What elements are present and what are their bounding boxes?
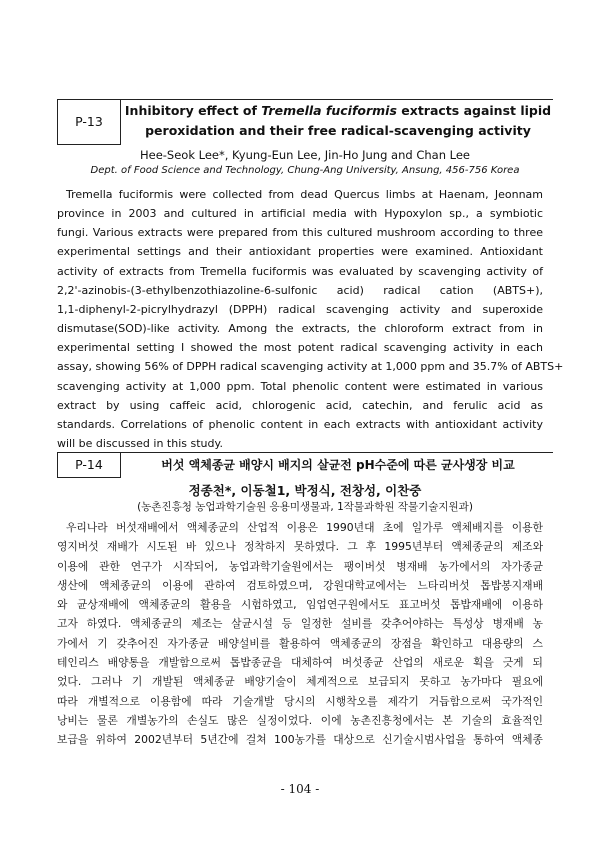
abstract-id-box bbox=[57, 99, 121, 145]
author-list: 정종천*, 이동철1, 박정식, 전창성, 이찬중 bbox=[188, 483, 422, 498]
abstract-line: experimental settings and their antioxidant properties were examined. Antioxidant bbox=[57, 245, 543, 259]
abstract-line: 영지버섯 재배가 시도된 바 있으나 정착하지 못하였다. 그 후 1995년부터 액체종균의 제조와 bbox=[57, 540, 543, 554]
title-text: extracts against lipid bbox=[396, 103, 552, 118]
abstract-line: 가에서 기 갖추어진 자가종균 배양설비를 활용하여 액체종균의 장점을 확인하고 대용량의 스 bbox=[57, 636, 543, 650]
abstract-line: 생산에 액체종균의 이용에 관하여 검토하였으며, 강원대학교에서는 느타리버섯 톱밥봉지재배 bbox=[57, 578, 543, 592]
page-number: - 104 - bbox=[280, 782, 320, 796]
abstract-line: 1,1-diphenyl-2-picrylhydrazyl (DPPH) radical scavenging activity and superoxide bbox=[57, 302, 543, 316]
affiliation: (농촌진흥청 농업과학기술원 응용미생물과, 1작물과학원 작물기술지원과) bbox=[137, 501, 473, 513]
abstract-title bbox=[124, 101, 552, 141]
abstract-line: will be discussed in this study. bbox=[57, 437, 223, 451]
abstract-line: 이용에 관한 연구가 시작되어, 농업과학기술원에서는 팽이버섯 병재배 농가에서의 자가종균 bbox=[57, 559, 543, 573]
abstract-line: 따라 개별적으로 이용함에 따라 기술개발 당시의 시행착오를 제각기 거듭함으로써 국가적인 bbox=[57, 694, 543, 708]
abstract-id-box bbox=[57, 452, 121, 478]
section-top-rule bbox=[57, 99, 553, 100]
abstract-body bbox=[57, 185, 564, 453]
abstract-line: dismutase(SOD)-like activity. Among the extracts, the chloroform extract from in bbox=[57, 322, 543, 336]
abstract-line: 우리나라 버섯재배에서 액체종균의 산업적 이용은 1990년대 초에 일가루 액체배지를 이용한 bbox=[66, 521, 543, 534]
abstract-line: 고자 하였다. 액체종균의 제조는 살균시설 등 일정한 설비를 갖추어야하는 특성상 병재배 농 bbox=[57, 617, 543, 631]
abstract-line: 보급을 위하여 2002년부터 5년간에 걸쳐 100농가를 대상으로 신기술시범사업을 통하여 액체종 bbox=[57, 733, 543, 747]
abstract-id: P-14 bbox=[75, 457, 103, 472]
author-list: Hee-Seok Lee*, Kyung-Eun Lee, Jin-Ho Jung and Chan Lee bbox=[139, 148, 471, 162]
abstract-line: province in 2003 and cultured in artificial media with Hypoxylon sp., a symbiotic bbox=[57, 207, 543, 221]
abstract-line: activity of extracts from Tremella fuciformis was evaluated by scavenging activity of bbox=[57, 264, 543, 278]
abstract-line: assay, showing 56% of DPPH radical scavenging activity at 1,000 ppm and 35.7% of ABTS+ bbox=[57, 360, 564, 374]
abstract-line: 테인리스 배양통을 개발함으로써 톱밥종균을 대체하여 버섯종균 산업의 새로운 획을 긋게 되 bbox=[57, 656, 543, 670]
abstract-line: extract by using caffeic acid, chlorogenic acid, catechin, and ferulic acid as bbox=[57, 398, 543, 412]
abstract-line: Tremella fuciformis were collected from dead Quercus limbs at Haenam, Jeonnam bbox=[66, 188, 543, 201]
abstract-line: scavenging activity at 1,000 ppm. Total phenolic content were estimated in various bbox=[57, 379, 543, 393]
abstract-id: P-13 bbox=[75, 114, 103, 129]
abstract-line: 었다. 그러나 기 개발된 액체종균 배양기술이 체계적으로 보급되지 못하고 농가마다 필요에 bbox=[57, 675, 543, 689]
abstract-title: 버섯 액체종균 배양시 배지의 살균전 pH수준에 따른 균사생장 비교 bbox=[161, 458, 515, 472]
title-line-2: peroxidation and their free radical-scavenging activity bbox=[145, 123, 531, 138]
title-text: Inhibitory effect of bbox=[124, 103, 262, 118]
abstract-line: experimental setting I showed the most potent radical scavenging activity in each bbox=[57, 341, 543, 355]
abstract-line: standards. Correlations of phenolic content in each extracts with antioxidant activity bbox=[57, 417, 543, 431]
section-top-rule bbox=[57, 452, 553, 453]
affiliation: Dept. of Food Science and Technology, Chung-Ang University, Ansung, 456-756 Korea bbox=[90, 165, 520, 176]
abstract-body bbox=[57, 518, 543, 750]
abstract-line: fungi. Various extracts were prepared from this cultured mushroom according to three bbox=[57, 226, 543, 240]
abstract-line: 2,2'-azinobis-(3-ethylbenzothiazoline-6-sulfonic acid) radical cation (ABTS+), bbox=[57, 283, 543, 297]
abstract-line: 와 균상재배에 액체종균의 활용을 시험하였고, 임업연구원에서도 표고버섯 톱밥재배에 이용하 bbox=[57, 598, 543, 612]
abstract-line: 낭비는 물론 개별농가의 손실도 많은 실정이었다. 이에 농촌진흥청에서는 본 기술의 효율적인 bbox=[57, 713, 543, 727]
title-species: Tremella fuciformis bbox=[261, 103, 397, 118]
